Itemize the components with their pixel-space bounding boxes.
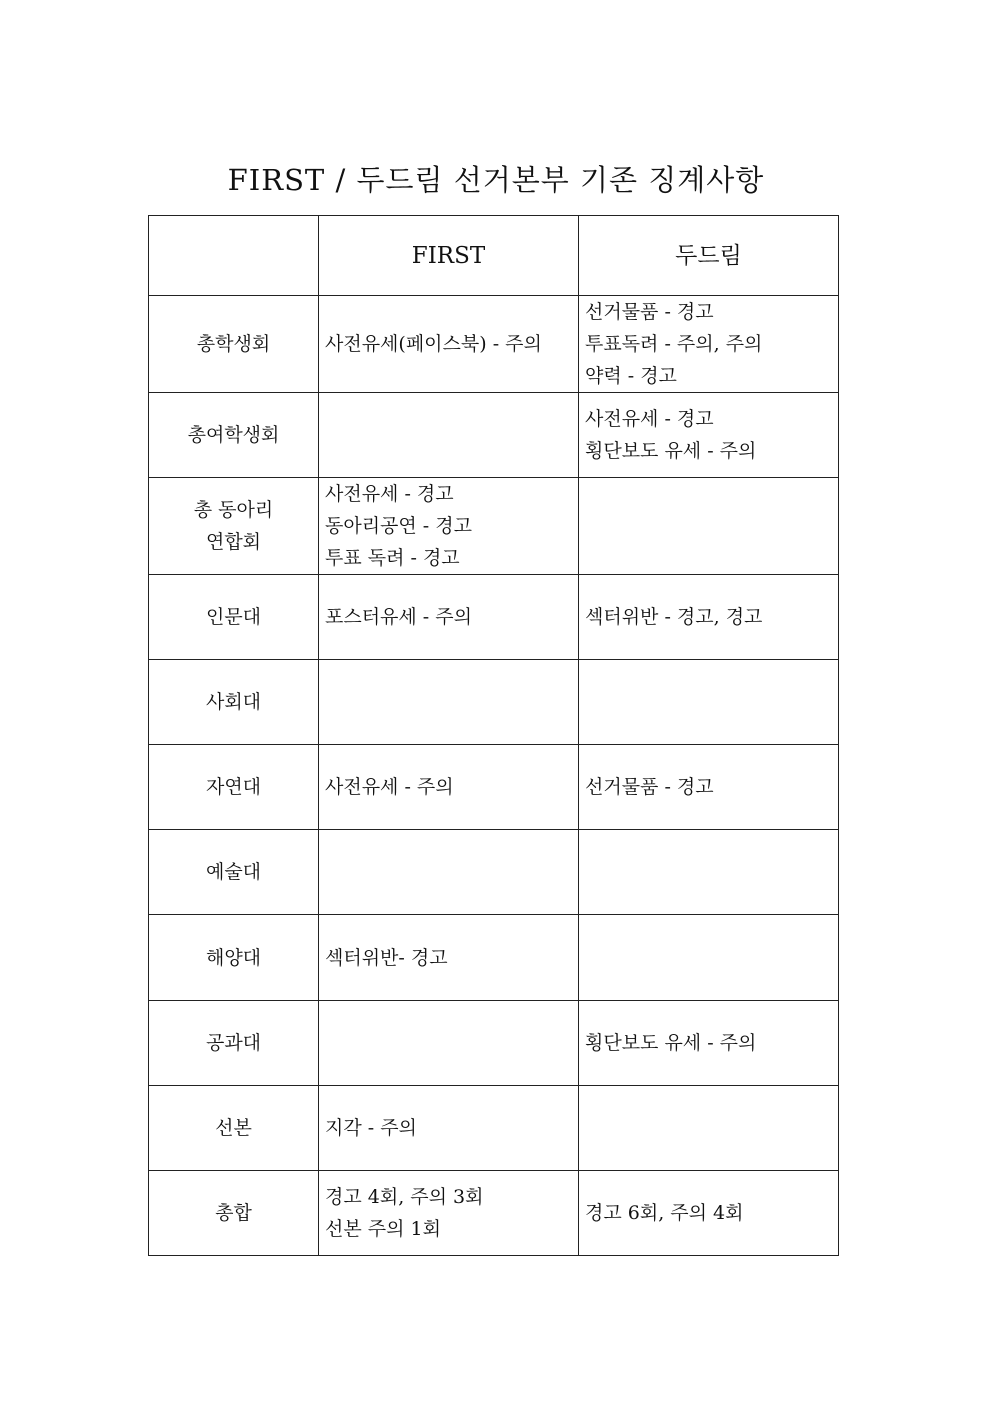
org-name: 인문대 <box>205 606 262 628</box>
penalty-entry: 투표 독려 - 경고 <box>325 547 460 569</box>
dodream-cell <box>579 296 839 393</box>
penalty-entry: 섹터위반- 경고 <box>325 946 448 969</box>
dodream-cell <box>579 478 839 575</box>
org-name: 공과대 <box>205 1032 262 1054</box>
org-name: 총학생회 <box>196 333 271 355</box>
org-name: 선본 <box>215 1117 252 1139</box>
org-name: 예술대 <box>205 861 262 883</box>
penalty-entry: 포스터유세 - 주의 <box>325 606 472 628</box>
header-dodream: 두드림 <box>579 216 839 296</box>
dodream-cell <box>579 575 839 660</box>
org-cell <box>149 393 319 478</box>
penalty-entry: 지각 - 주의 <box>325 1117 417 1139</box>
org-name: 해양대 <box>205 946 262 969</box>
first-cell <box>319 393 579 478</box>
table-row <box>149 296 839 393</box>
table-header-row <box>149 216 839 296</box>
page-title: FIRST / 두드림 선거본부 기존 징계사항 <box>227 163 765 197</box>
first-cell <box>319 296 579 393</box>
penalty-entry: 경고 4회, 주의 3회 <box>325 1186 484 1208</box>
org-name: 자연대 <box>205 776 262 798</box>
penalty-entry: 약력 - 경고 <box>585 365 677 387</box>
dodream-cell <box>579 1171 839 1256</box>
table-row <box>149 1001 839 1086</box>
org-name: 총여학생회 <box>187 424 280 446</box>
dodream-cell <box>579 830 839 915</box>
penalty-entry: 동아리공연 - 경고 <box>325 515 472 537</box>
penalty-entry: 사전유세 - 경고 <box>325 483 454 505</box>
first-cell <box>319 745 579 830</box>
org-cell <box>149 296 319 393</box>
dodream-cell <box>579 915 839 1001</box>
org-cell <box>149 1001 319 1086</box>
table-row <box>149 1171 839 1256</box>
penalty-entry: 경고 6회, 주의 4회 <box>585 1202 744 1224</box>
header-org <box>149 216 319 296</box>
penalty-entry: 횡단보도 유세 - 주의 <box>585 1032 757 1054</box>
org-cell <box>149 1171 319 1256</box>
dodream-cell <box>579 1086 839 1171</box>
penalty-entry: 사전유세 - 주의 <box>325 776 454 798</box>
org-name: 연합회 <box>205 531 262 553</box>
org-cell <box>149 575 319 660</box>
table-row <box>149 660 839 745</box>
table-row <box>149 1086 839 1171</box>
dodream-cell <box>579 660 839 745</box>
first-cell <box>319 1171 579 1256</box>
header-first: FIRST <box>319 216 579 296</box>
table-row <box>149 575 839 660</box>
first-cell <box>319 1001 579 1086</box>
first-cell <box>319 575 579 660</box>
penalty-entry: 선거물품 - 경고 <box>585 301 714 323</box>
penalty-entry: 선거물품 - 경고 <box>585 776 714 798</box>
org-cell <box>149 745 319 830</box>
org-cell <box>149 1086 319 1171</box>
discipline-table <box>148 215 839 1256</box>
first-cell <box>319 660 579 745</box>
org-cell <box>149 915 319 1001</box>
table-row <box>149 830 839 915</box>
table-body <box>149 296 839 1256</box>
org-cell <box>149 660 319 745</box>
dodream-cell <box>579 745 839 830</box>
org-cell <box>149 830 319 915</box>
table-row <box>149 915 839 1001</box>
first-cell <box>319 830 579 915</box>
penalty-entry: 사전유세(페이스북) - 주의 <box>325 333 542 355</box>
org-cell <box>149 478 319 575</box>
penalty-entry: 섹터위반 - 경고, 경고 <box>585 606 763 628</box>
dodream-cell <box>579 1001 839 1086</box>
penalty-entry: 횡단보도 유세 - 주의 <box>585 440 757 462</box>
org-name: 총 동아리 <box>193 499 274 521</box>
org-name: 총합 <box>215 1202 252 1224</box>
first-cell <box>319 1086 579 1171</box>
penalty-entry: 투표독려 - 주의, 주의 <box>585 333 763 355</box>
dodream-cell <box>579 393 839 478</box>
table-row <box>149 393 839 478</box>
first-cell <box>319 915 579 1001</box>
table-row <box>149 478 839 575</box>
penalty-entry: 선본 주의 1회 <box>325 1218 441 1240</box>
penalty-entry: 사전유세 - 경고 <box>585 408 714 430</box>
table-row <box>149 745 839 830</box>
first-cell <box>319 478 579 575</box>
org-name: 사회대 <box>205 691 262 713</box>
